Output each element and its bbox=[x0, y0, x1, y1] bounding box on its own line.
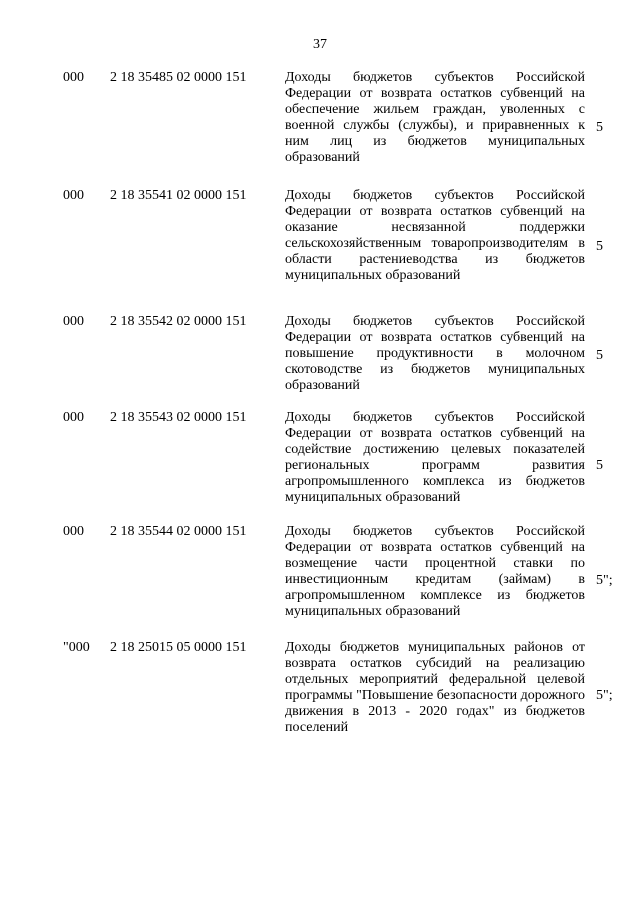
norm-percent: 5 bbox=[596, 239, 603, 254]
table-row bbox=[0, 314, 640, 410]
budget-classification-code: 2 18 35485 02 0000 151 bbox=[110, 70, 247, 85]
budget-classification-code: 2 18 35542 02 0000 151 bbox=[110, 314, 247, 329]
admin-code: 000 bbox=[63, 524, 84, 539]
revenue-description: Доходы бюджетов субъектов Российской Федерации от возврата остатков субвенций на обеспечение жильем граждан, уволенных с военной службы (службы), и приравненных к ним лиц из бюджетов муниципальных образований bbox=[285, 70, 585, 165]
revenue-description: Доходы бюджетов субъектов Российской Федерации от возврата остатков субвенций на возмещение части процентной ставки по инвестиционным кредитам (займам) в агропромышленном комплексе из бюджетов муниципальных образований bbox=[285, 524, 585, 619]
revenue-description: Доходы бюджетов субъектов Российской Федерации от возврата остатков субвенций на содействие достижению целевых показателей региональных программ развития агропромышленного комплекса из бюджетов муниципальных образований bbox=[285, 410, 585, 505]
budget-classification-code: 2 18 35541 02 0000 151 bbox=[110, 188, 247, 203]
norm-percent: 5 bbox=[596, 458, 603, 473]
revenue-description: Доходы бюджетов муниципальных районов от возврата остатков субсидий на реализацию отдельных мероприятий федеральной целевой программы "Повышение безопасности дорожного движения в 2013 - 2020 годах" из бюджетов поселений bbox=[285, 640, 585, 735]
admin-code: 000 bbox=[63, 188, 84, 203]
norm-percent: 5 bbox=[596, 120, 603, 135]
norm-percent: 5"; bbox=[596, 688, 613, 703]
budget-classification-code: 2 18 35544 02 0000 151 bbox=[110, 524, 247, 539]
table-row bbox=[0, 188, 640, 314]
table-row bbox=[0, 410, 640, 524]
budget-classification-code: 2 18 35543 02 0000 151 bbox=[110, 410, 247, 425]
page-number: 37 bbox=[313, 37, 327, 52]
norm-percent: 5 bbox=[596, 348, 603, 363]
table-row bbox=[0, 70, 640, 188]
admin-code: 000 bbox=[63, 410, 84, 425]
revenue-description: Доходы бюджетов субъектов Российской Федерации от возврата остатков субвенций на повышение продуктивности в молочном скотоводстве из бюджетов муниципальных образований bbox=[285, 314, 585, 393]
admin-code: 000 bbox=[63, 314, 84, 329]
table-row bbox=[0, 640, 640, 750]
table-row bbox=[0, 524, 640, 640]
budget-classification-code: 2 18 25015 05 0000 151 bbox=[110, 640, 247, 655]
admin-code: 000 bbox=[63, 70, 84, 85]
admin-code: "000 bbox=[63, 640, 90, 655]
revenue-description: Доходы бюджетов субъектов Российской Федерации от возврата остатков субвенций на оказание несвязанной поддержки сельскохозяйственным товаропроизводителям в области растениеводства из бюджетов муниципальных образований bbox=[285, 188, 585, 283]
norm-percent: 5"; bbox=[596, 573, 613, 588]
